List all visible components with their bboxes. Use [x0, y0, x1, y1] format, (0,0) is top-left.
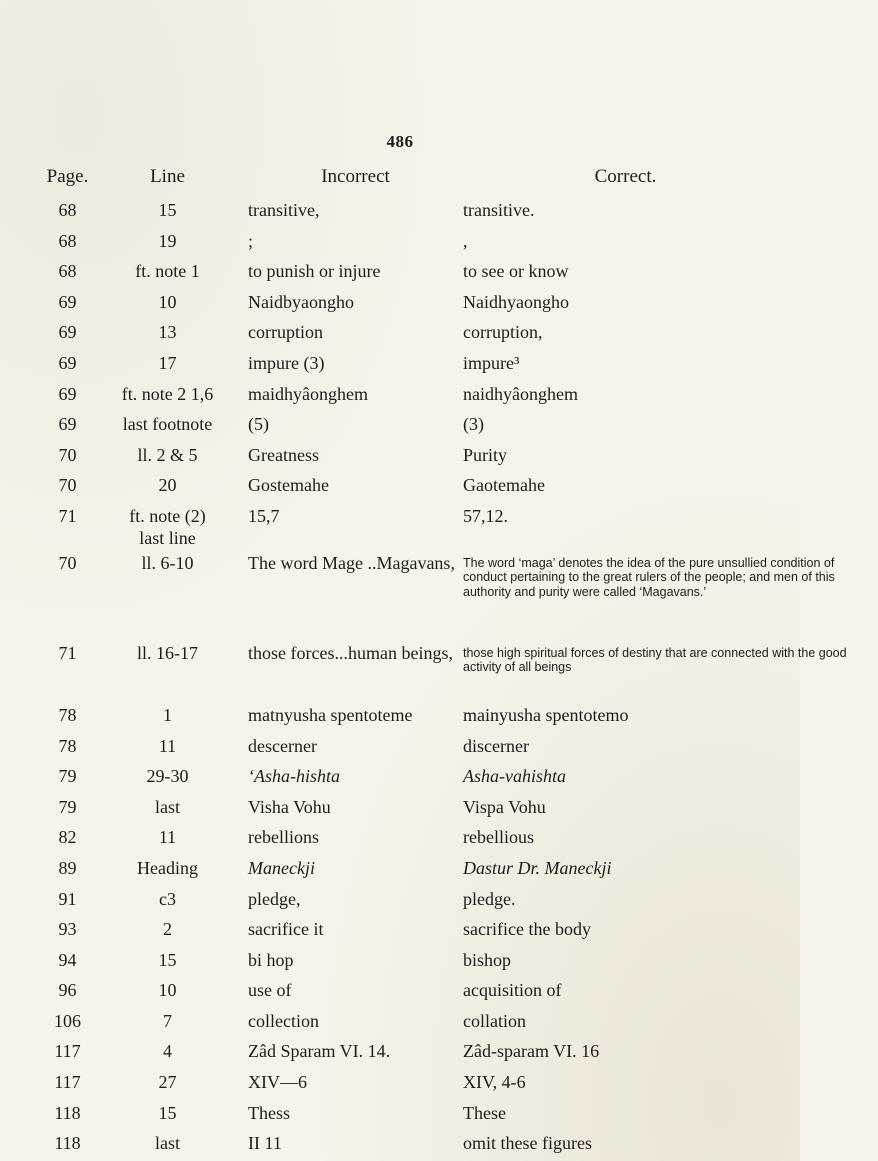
- cell-correct: sacrifice the body: [463, 919, 591, 940]
- cell-correct: naidhyâonghem: [463, 383, 578, 404]
- table-row: [40, 1129, 878, 1160]
- cell-incorrect: use of: [248, 980, 292, 1001]
- table-row: [40, 762, 878, 793]
- cell-page: 78: [58, 704, 77, 725]
- cell-incorrect: Zâd Sparam VI. 14.: [248, 1041, 391, 1062]
- cell-incorrect: pledge,: [248, 888, 301, 909]
- cell-page: 117: [54, 1072, 81, 1093]
- cell-line: 19: [158, 230, 177, 251]
- cell-incorrect: maidhyâonghem: [248, 383, 368, 404]
- cell-correct: mainyusha spentotemo: [463, 704, 629, 725]
- table-row: [40, 380, 878, 411]
- cell-page: 91: [58, 888, 77, 909]
- cell-incorrect: (5): [248, 414, 269, 435]
- cell-incorrect: transitive,: [248, 200, 320, 220]
- header-correct: Correct.: [594, 166, 657, 187]
- cell-line: last: [155, 1133, 180, 1154]
- table-row: [40, 732, 878, 763]
- cell-line: 15: [158, 949, 177, 970]
- cell-page: 70: [58, 552, 77, 573]
- table-row: [40, 471, 878, 502]
- cell-page: 70: [58, 444, 77, 465]
- table-row: [40, 854, 878, 885]
- cell-correct: Dastur Dr. Maneckji: [463, 857, 612, 878]
- cell-incorrect: Greatness: [248, 444, 319, 465]
- cell-page: 68: [58, 200, 77, 220]
- cell-line: last footnote: [122, 414, 213, 435]
- table-row: [40, 502, 878, 549]
- cell-correct: [463, 639, 878, 701]
- table-row: [40, 227, 878, 258]
- cell-correct: [463, 549, 878, 639]
- table-row: [40, 288, 878, 319]
- cell-correct: corruption,: [463, 322, 543, 343]
- table-row: [40, 441, 878, 472]
- cell-page: 69: [58, 291, 77, 312]
- cell-correct: 57,12.: [463, 505, 508, 526]
- cell-page: 89: [58, 857, 77, 878]
- cell-incorrect: 15,7: [248, 505, 280, 526]
- cell-line: ft. note (2) last line: [129, 505, 206, 548]
- cell-line: ft. note 2 1,6: [121, 383, 214, 404]
- table-row: [40, 257, 878, 288]
- cell-incorrect: impure (3): [248, 352, 325, 373]
- cell-line: 17: [158, 352, 177, 373]
- cell-line: 7: [163, 1010, 172, 1031]
- table-row: [40, 1099, 878, 1130]
- cell-incorrect: bi hop: [248, 949, 294, 970]
- cell-correct: discerner: [463, 735, 529, 756]
- table-row: [40, 549, 878, 639]
- cell-correct: bishop: [463, 949, 512, 970]
- cell-incorrect: those forces...human beings,: [248, 642, 453, 663]
- cell-line: 4: [163, 1041, 172, 1062]
- cell-page: 69: [58, 383, 77, 404]
- table-row: [40, 793, 878, 824]
- cell-correct: transitive.: [463, 200, 535, 220]
- cell-correct: Asha-vahishta: [463, 766, 566, 787]
- cell-correct: These: [463, 1102, 506, 1123]
- cell-line: 13: [158, 322, 177, 343]
- cell-page: 93: [58, 919, 77, 940]
- cell-line: 11: [158, 735, 177, 756]
- cell-page: 68: [58, 230, 77, 251]
- cell-correct: impure³: [463, 352, 520, 373]
- cell-correct: Purity: [463, 444, 508, 465]
- correct-note-text: The word ‘maga’ denotes the idea of the pure unsullied condition of conduct pertaining to the great rulers of the people; and men of this authority and purity were called ‘Magavans.’: [463, 555, 835, 599]
- cell-page: 117: [54, 1041, 81, 1062]
- cell-page: 94: [58, 949, 77, 970]
- cell-line: 29-30: [146, 766, 189, 787]
- table-row: [40, 349, 878, 380]
- cell-page: 69: [58, 352, 77, 373]
- cell-line: 1: [163, 704, 172, 725]
- cell-incorrect: corruption: [248, 322, 323, 343]
- cell-line: 10: [158, 980, 177, 1001]
- cell-page: 71: [58, 505, 77, 526]
- cell-correct: Vispa Vohu: [463, 796, 546, 817]
- cell-correct: to see or know: [463, 261, 569, 282]
- cell-incorrect: sacrifice it: [248, 919, 324, 940]
- cell-incorrect: Maneckji: [248, 857, 315, 878]
- correct-note-text: those high spiritual forces of destiny that are connected with the good activity of all beings: [463, 645, 847, 675]
- errata-table: [40, 166, 878, 1160]
- header-page: Page.: [46, 166, 89, 187]
- cell-incorrect: rebellions: [248, 827, 319, 848]
- cell-incorrect: ‘Asha-hishta: [248, 766, 340, 787]
- cell-correct: (3): [463, 414, 484, 435]
- cell-correct: XIV, 4-6: [463, 1072, 526, 1093]
- cell-incorrect: Visha Vohu: [248, 796, 331, 817]
- cell-line: last: [155, 796, 180, 817]
- page-number: 486: [386, 132, 414, 151]
- errata-table-header: [40, 166, 878, 196]
- table-row: [40, 701, 878, 732]
- cell-line: ll. 6-10: [141, 552, 194, 573]
- cell-correct: Zâd-sparam VI. 16: [463, 1041, 600, 1062]
- table-row: [40, 885, 878, 916]
- cell-line: ft. note 1: [135, 261, 200, 282]
- cell-incorrect: to punish or injure: [248, 261, 381, 282]
- errata-table-body: [40, 196, 878, 1160]
- header-line: Line: [150, 166, 185, 187]
- cell-line: 15: [158, 200, 177, 220]
- cell-page: 79: [58, 766, 77, 787]
- cell-line: ll. 2 & 5: [137, 444, 198, 465]
- cell-incorrect: descerner: [248, 735, 317, 756]
- cell-incorrect: collection: [248, 1010, 319, 1031]
- cell-incorrect: The word Mage ..Magavans,: [248, 552, 455, 573]
- cell-page: 69: [58, 322, 77, 343]
- cell-page: 70: [58, 475, 77, 496]
- cell-correct: collation: [463, 1010, 526, 1031]
- cell-line: ll. 16-17: [137, 642, 198, 663]
- table-row: [40, 318, 878, 349]
- cell-line: 27: [158, 1072, 177, 1093]
- cell-line: c3: [159, 888, 176, 909]
- cell-correct: ,: [463, 230, 468, 251]
- cell-line: 10: [158, 291, 177, 312]
- cell-correct: acquisition of: [463, 980, 562, 1001]
- cell-line: Heading: [137, 857, 198, 878]
- cell-correct: rebellious: [463, 827, 534, 848]
- table-row: [40, 1068, 878, 1099]
- header-row: [40, 166, 878, 196]
- table-row: [40, 196, 878, 227]
- cell-page: 69: [58, 414, 77, 435]
- cell-page: 78: [58, 735, 77, 756]
- cell-correct: Naidhyaongho: [463, 291, 569, 312]
- table-row: [40, 1037, 878, 1068]
- table-row: [40, 976, 878, 1007]
- table-row: [40, 410, 878, 441]
- table-row: [40, 639, 878, 701]
- table-row: [40, 946, 878, 977]
- table-row: [40, 823, 878, 854]
- cell-incorrect: Naidbyaongho: [248, 291, 354, 312]
- cell-line: 20: [158, 475, 177, 496]
- cell-incorrect: II 11: [248, 1133, 282, 1154]
- table-row: [40, 915, 878, 946]
- cell-page: 118: [54, 1102, 81, 1123]
- table-row: [40, 1007, 878, 1038]
- cell-incorrect: matnyusha spentoteme: [248, 704, 413, 725]
- cell-page: 68: [58, 261, 77, 282]
- cell-incorrect: Gostemahe: [248, 475, 329, 496]
- cell-line: 11: [158, 827, 177, 848]
- cell-page: 96: [58, 980, 77, 1001]
- cell-correct: omit these figures: [463, 1133, 592, 1154]
- cell-page: 82: [58, 827, 77, 848]
- cell-page: 79: [58, 796, 77, 817]
- cell-page: 118: [54, 1133, 81, 1154]
- cell-page: 106: [54, 1010, 81, 1031]
- cell-line: 15: [158, 1102, 177, 1123]
- cell-page: 71: [58, 642, 77, 663]
- cell-incorrect: ;: [248, 230, 254, 251]
- header-incorrect: Incorrect: [321, 166, 390, 187]
- cell-incorrect: Thess: [248, 1102, 290, 1123]
- cell-line: 2: [163, 919, 172, 940]
- cell-correct: Gaotemahe: [463, 475, 545, 496]
- cell-correct: pledge.: [463, 888, 516, 909]
- cell-incorrect: XIV—6: [248, 1072, 307, 1093]
